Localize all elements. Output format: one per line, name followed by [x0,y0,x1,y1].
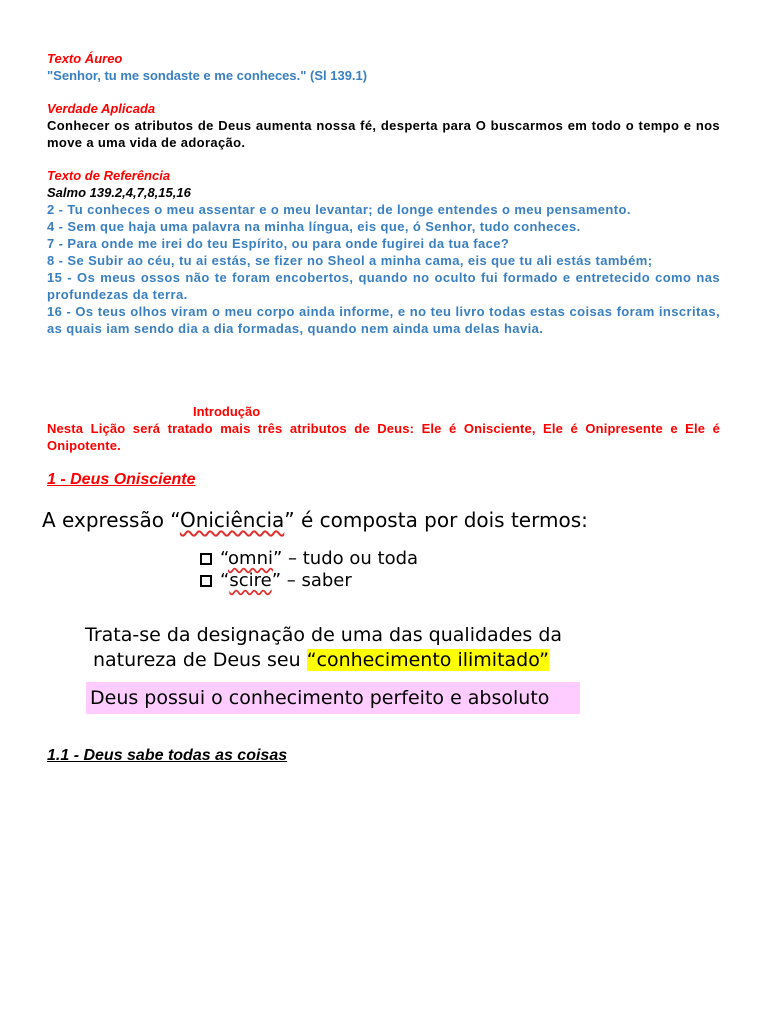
term-scire: scire [229,570,272,591]
quote: “ [220,548,229,569]
checkbox-icon [200,575,212,587]
term-omni: omni [228,548,273,569]
checkbox-icon [200,553,212,565]
verdade-aplicada-label: Verdade Aplicada [47,101,156,116]
introducao-label: Introdução [193,404,261,419]
slide-paragraph [85,623,562,673]
slide-term-item [200,570,418,592]
term-meaning: ” – tudo ou toda [272,548,419,569]
verse-16: 16 - Os teus olhos viram o meu corpo ainda informe, e no teu livro todas estas coisas foram inscritas, as quais iam sendo dia a dia formadas, quando nem ainda uma delas havia. [47,304,720,336]
slide-paragraph-text: natureza de Deus seu [93,649,307,671]
slide-paragraph-line [85,648,562,673]
verse-4: 4 - Sem que haja uma palavra na minha língua, eis que, ó Senhor, tudo conheces. [47,219,581,234]
slide-term-list [200,548,418,592]
slide-heading-part: ” é composta por dois termos: [284,508,588,532]
term-meaning: ” – saber [271,570,352,591]
section-1-1-title: 1.1 - Deus sabe todas as coisas [47,747,288,764]
highlight-box: Deus possui o conhecimento perfeito e absoluto [86,682,580,714]
verse-2: 2 - Tu conheces o meu assentar e o meu levantar; de longe entendes o meu pensamento. [47,202,631,217]
slide-image [42,508,722,718]
slide-paragraph-line: Trata-se da designação de uma das qualidades da [85,624,563,646]
introducao-text: Nesta Lição será tratado mais três atributos de Deus: Ele é Onisciente, Ele é Onipresente e Ele é Onipotente. [47,421,720,453]
verse-7: 7 - Para onde me irei do teu Espírito, ou para onde fugirei da tua face? [47,236,510,251]
verse-15: 15 - Os meus ossos não te foram encobertos, quando no oculto fui formado e entretecido como nas profundezas da terra. [47,270,720,302]
texto-aureo-text: "Senhor, tu me sondaste e me conheces." (Sl 139.1) [47,68,368,83]
slide-heading-term: Oniciência [179,508,285,532]
slide-term-item [200,548,418,570]
texto-aureo-label: Texto Áureo [47,51,123,66]
verdade-aplicada-text: Conhecer os atributos de Deus aumenta nossa fé, desperta para O buscarmos em todo o tempo e nos move a uma vida de adoração. [47,118,720,150]
slide-heading-part: A expressão “ [42,508,180,532]
verse-8: 8 - Se Subir ao céu, tu ai estás, se fizer no Sheol a minha cama, eis que tu ali estás também; [47,253,653,268]
section-1-title: 1 - Deus Onisciente [47,471,196,488]
slide-heading [42,508,588,532]
texto-referencia-label: Texto de Referência [47,168,171,183]
quote: “ [220,570,230,591]
highlight-conhecimento-ilimitado: “conhecimento ilimitado” [306,649,550,671]
salmo-reference: Salmo 139.2,4,7,8,15,16 [47,185,191,200]
